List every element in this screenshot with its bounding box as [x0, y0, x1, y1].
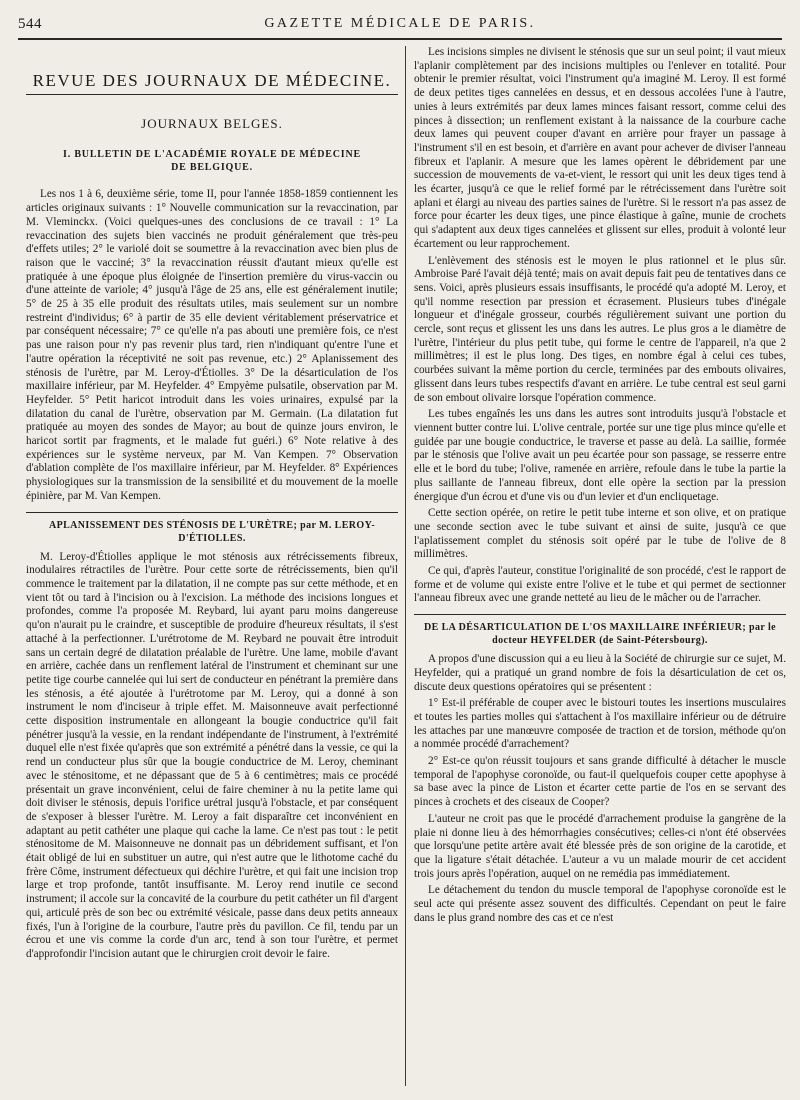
- page-number: 544: [18, 16, 42, 32]
- paragraph: L'auteur ne croit pas que le procédé d'arrachement produise la gangrène de la plaie ni donne lieu à des hémorrhagies consécutives; celles-ci n'ont été observées que lorsqu'une petite artère avait été blessée près de son origine de la carotide, et que la ligature s'était détachée. L'auteur a vu un malade mourir de cet accident trois jours après l'opération, auquel on ne remédia pas immédiatement.: [414, 812, 786, 880]
- paragraph: Cette section opérée, on retire le petit tube interne et son olive, et on pratique une seconde section avec le tube suivant et ainsi de suite, jusqu'à ce que l'aplatissement complet du sténosis soit opéré par le tube de l'olive de 8 millimètres.: [414, 507, 786, 561]
- paragraph: Les nos 1 à 6, deuxième série, tome II, pour l'année 1858-1859 contiennent les articles originaux suivants : 1° Nouvelle communication sur la revaccination, par M. Vleminckx. (Voici quelques-unes des conclusions de ce travail : 1° La revaccination des sujets bien vaccinés ne produit généralement que très-peu d'effets utiles; 2° le variolé doit se soumettre à la revaccination avec bien plus de raison que le vacciné; 3° la revaccination réussit d'autant mieux qu'elle est pratiquée à une époque plus éloignée de l'insertion première du virus-vaccin ou d'une atteinte de variole; 4° jusqu'à l'âge de 25 ans, elle est généralement inutile; 5° de 25 à 35 elle produit des résultats utiles, mais seulement sur un nombre restreint d'individus; 6° à partir de 35 elle devient véritablement préservatrice et par conséquent nécessaire; 7° ce qu'elle n'a pas abouti une première fois, ce n'est pas une raison pour n'y pas revenir plus tard, rien n'indiquant qu'entre l'une et l'autre opération la réceptivité ne soit pas revenue, etc.) 2° Aplanissement des sténosis de l'urètre, par M. Leroy-d'Étiolles. 3° De la désarticulation de l'os maxillaire inférieur, par M. Heyfelder. 4° Empyème pulsatile, observation par M. Heyfelder. 5° Petit haricot introduit dans les voies urinaires, expulsé par la dilatation du canal de l'urètre, observation par M. Germain. (La dilatation fut pratiquée au moyen des sondes de Mayor; au bout de quinze jours environ, le haricot sortit par fragments, et le malade fut guéri.) 6° Note relative à des expériences sur le système nerveux, par M. Van Kempen. 7° Observation d'ablation complète de l'os maxillaire inférieur, par M. Heyfelder. 8° Expériences physiologiques sur la transmission de la sensibilité et du mouvement de la moelle épinière, par M. Van Kempen.: [26, 188, 398, 502]
- section-title: JOURNAUX BELGES.: [141, 115, 283, 131]
- subsection-title: I. BULLETIN DE L'ACADÉMIE ROYALE DE MÉDECINE DE BELGIQUE.: [63, 149, 361, 174]
- article-title: APLANISSEMENT DES STÉNOSIS DE L'URÈTRE; par M. LEROY-D'ÉTIOLLES.: [26, 512, 398, 545]
- paragraph: 2° Est-ce qu'on réussit toujours et sans grande difficulté à détacher le muscle temporal de l'apophyse coronoïde, ou faut-il quelquefois couper cette apophyse à sa base avec la pince de Liston et écarter cette partie de l'os en se servant des pinces à crochets et des ciseaux de Cooper?: [414, 755, 786, 809]
- paragraph: Les tubes engaînés les uns dans les autres sont introduits jusqu'à l'obstacle et viennent butter contre lui. L'olive centrale, portée sur une tige plus mince qu'elle et guidée par une bougie conductrice, le traverse et passe au delà. La saillie, formée par le sténosis que l'olive avait un peu écartée pour son passage, se resserre entre elle et le bord du tube; l'olive, ramenée en arrière, refoule dans le tube la partie la plus saillante de l'anneau fibreux, dont elle opère la section par la pression énergique d'un écrou et d'une vis ou d'un levier et d'un encliquetage.: [414, 408, 786, 503]
- paragraph: Les incisions simples ne divisent le sténosis que sur un seul point; il vaut mieux l'aplanir complètement par des incisions multiples ou l'enlever en totalité. Pour obtenir le premier résultat, voici l'instrument qu'a imaginé M. Leroy. Il est formé de deux petites tiges cannelées en dessus, et en dessous accolées l'une à l'autre, unies à leurs extrémités par deux lames minces faisant ressort, comme celui des pinces à dissection; un renflement existant à la naissance de la courbure cache deux lames qui peuvent couper d'avant en arrière pour frayer un passage à l'instrument s'il en est besoin, et d'arrière en avant pour achever de diviser l'anneau fibreux et l'aplanir. A mesure que les lames opèrent le débridement par une succession de mouvements de va-et-vient, le ressort qui unit les deux tiges tend à les écarter, jusqu'à ce que le relief formé par le rétrécissement dans l'urètre soit aplani et élargi au niveau des parties saines de l'urètre. Si le ressort n'a pas assez de force pour écarter les deux tiges, une pince élastique à gaîne, munie de crochets qui s'adaptent aux deux tiges cannelées et glissent sur elles, produit à volonté leur écartement ou leur rapprochement.: [414, 46, 786, 250]
- article-title: DE LA DÉSARTICULATION DE L'OS MAXILLAIRE INFÉRIEUR; par le docteur HEYFELDER (de Saint-Pétersbourg).: [414, 614, 786, 647]
- column-divider: [405, 46, 406, 1086]
- paragraph: 1° Est-il préférable de couper avec le bistouri toutes les insertions musculaires et toutes les parties molles qui s'attachent à l'os maxillaire inférieur ou de détruire les attaches par une manœuvre composée de traction et de torsion, méthode qu'on a nommée procédé d'arrachement?: [414, 697, 786, 751]
- paragraph: Ce qui, d'après l'auteur, constitue l'originalité de son procédé, c'est le rapport de forme et de volume qui existe entre l'olive et le tube et qui permet de sectionner l'anneau fibreux avec une grande netteté au lieu de le mâcher ou de l'arracher.: [414, 565, 786, 605]
- right-column: [414, 46, 786, 928]
- revue-title: REVUE DES JOURNAUX DE MÉDECINE.: [26, 74, 398, 95]
- paragraph: A propos d'une discussion qui a eu lieu à la Société de chirurgie sur ce sujet, M. Heyfelder, qui a pratiqué un grand nombre de fois la désarticulation de cet os, discute deux questions opératoires qui se présentent :: [414, 653, 786, 693]
- paragraph: M. Leroy-d'Étiolles applique le mot sténosis aux rétrécissements fibreux, inodulaires rétractiles de l'urètre. Pour cette sorte de rétrécissements, bien qu'il commence le traitement par la dilatation, il ne compte pas sur cette méthode, et en vient tôt ou tard à l'incision ou à l'excision. La méthode des incisions longues et profondes, comme l'a proposée M. Reybard, lui ayant paru moins dangereuse qu'on n'aurait pu le craindre, et susceptible de produire d'heureux résultats, il s'est attaché à la perfectionner. L'urétrotome de M. Reybard ne pouvait être introduit sans un certain degré de dilatation préalable de l'urètre. Une lame, mobile d'avant en arrière, cachée dans un renflement latéral de l'instrument et cheminant sur une petite tige courbe cannelée qui lui sert de conducteur en pénétrant la première dans les sténosis, a été ajoutée à l'urétrotome par M. Leroy, qui a donné à son instrument le nom d'inciseur à triple effet. M. Maisonneuve avait perfectionné cette disposition instrumentale en allongeant la bougie conductrice qu'il fait pénétrer jusqu'à la vessie, en la rendant indépendante de l'instrument, à l'extrémité duquel elle n'est fixée qu'après que son extrémité a pénétré dans la vessie, ce qui la rend un conducteur plus sûr que la bougie conductrice de M. Leroy, cheminant avec le sténositome, et ne dépassant que de 5 à 6 centimètres; mais ce procédé présentait un grave inconvénient, celui de faire cheminer à nu la petite lame qui doit diviser le sténosis, depuis l'orifice urétral jusqu'à l'obstacle, et par conséquent de s'exposer à blesser l'urètre. M. Leroy a fait disparaître cet inconvénient en adaptant au petit cathéter une plaque qui cache la lame. Ce n'est pas tout : le petit sténositome de M. Maisonneuve ne donnait pas un débridement suffisant, et l'on était obligé de lui en substituer un autre, qui n'est autre que le lithotome caché du frère Côme, instrument défectueux qui déchire l'urètre, et qui fait une incision trop large et trop profonde, tantôt insuffisante. M. Leroy rend inutile ce second instrument; il accole sur la concavité de la courbure du petit cathéter un fil d'argent qui, articulé près de son bec ou extrémité vésicale, passe dans deux petits anneaux fixés, l'un à l'origine de la courbure, l'autre près du pavillon. Ce fil, tendu par un écrou et une vis comme la corde d'un arc, tend à son tour l'urètre, et permet d'approfondir l'incision autant que le chirurgien croit devoir le faire.: [26, 550, 398, 960]
- page-header: [18, 12, 782, 40]
- paragraph: Le détachement du tendon du muscle temporal de l'apophyse coronoïde est le seul acte qui présente assez souvent des difficultés. Cependant on peut le faire dans le plus grand nombre des cas et ce n'est: [414, 884, 786, 924]
- journal-title: GAZETTE MÉDICALE DE PARIS.: [264, 16, 536, 31]
- paragraph: L'enlèvement des sténosis est le moyen le plus rationnel et le plus sûr. Ambroise Paré l'avait déjà tenté; mais on avait depuis fait peu de tentatives dans ce sens. Voici, après plusieurs essais insuffisants, le procédé qu'a adopté M. Leroy, et qu'il nomme resection par pression et écrasement. Plusieurs tubes d'inégale longueur et d'inégale grosseur, courbés régulièrement suivant une portion du cercle, sont reçus et glissent les uns dans les autres. Le plus gros a le diamètre de l'urètre, l'intérieur du plus petit tube, qui forme le centre de l'appareil, n'a que 2 millimètres; il est le plus long. Des tiges, en nombre égal à celui ces tubes, courbées suivant la même portion du cercle, terminées par des embouts olivaires, glissent dans leurs tubes respectifs d'avant en arrière. Le tube central est seul garni de son embout olivaire lorsque l'opération commence.: [414, 254, 786, 404]
- left-column: [26, 46, 398, 965]
